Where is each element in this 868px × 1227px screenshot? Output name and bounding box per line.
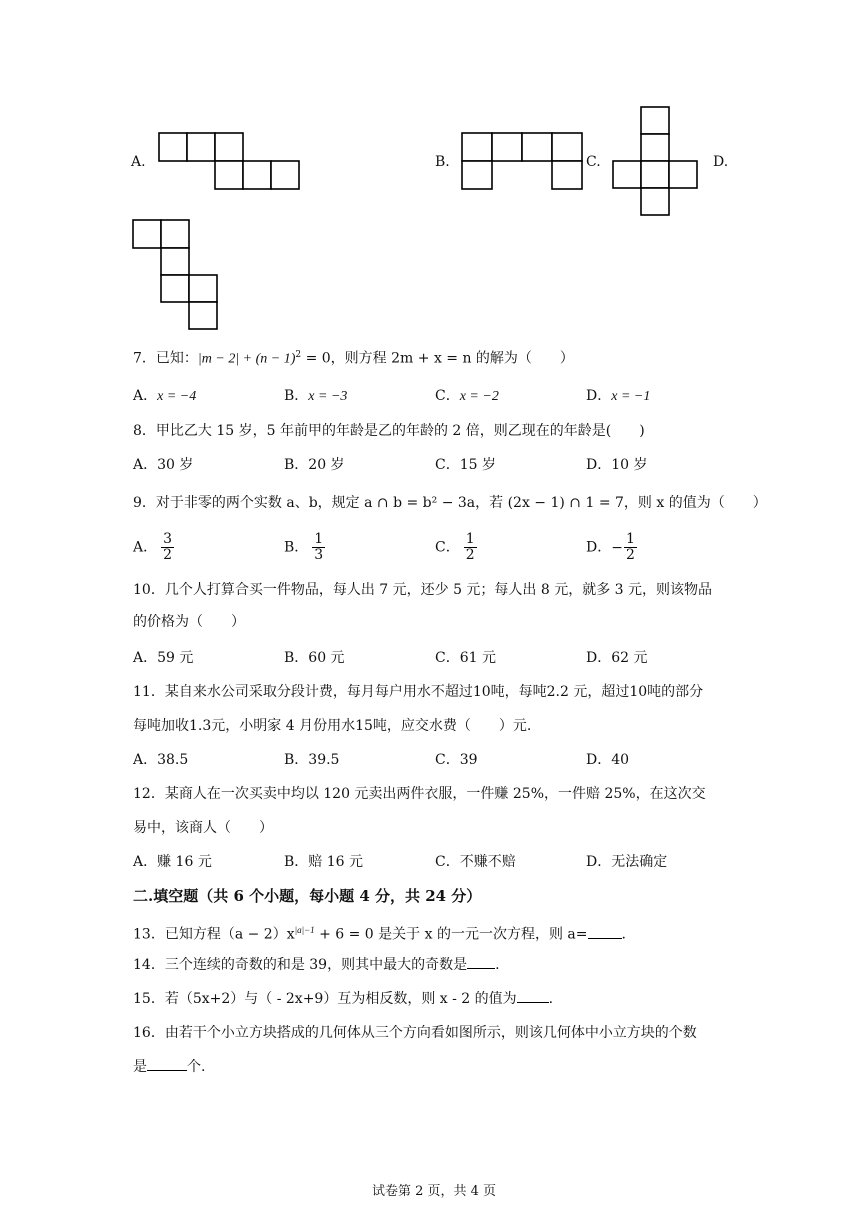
question-11-option-d: D．40 <box>586 752 630 768</box>
question-9-option-d: D． − $\frac{1}{2}$ <box>586 531 635 563</box>
question-15: 15．若（5x+2）与（ - 2x+9）互为相反数，则 x - 2 的值为 . <box>133 991 554 1007</box>
question-9-option-a: A． $\frac{3}{2}$ <box>133 531 173 563</box>
question-9-option-b: B． $\frac{1}{3}$ <box>284 531 324 563</box>
question-9-option-c: C． $\frac{1}{2}$ <box>435 531 475 563</box>
option-a-net-diagram <box>159 133 304 191</box>
page-footer: 试卷第 2 页，共 4 页 <box>371 1184 497 1199</box>
option-c-label: C. <box>586 154 601 170</box>
question-12-option-d: D．无法确定 <box>586 854 668 870</box>
question-16-line-1: 16．由若干个小立方块搭成的几何体从三个方向看如图所示，则该几何体中小立方块的个数 <box>133 1025 697 1041</box>
question-11-option-a: A．38.5 <box>133 752 189 768</box>
question-8-option-c: C．15 岁 <box>435 457 496 473</box>
option-a-label: A. <box>131 154 146 170</box>
option-c-net-diagram <box>613 107 699 217</box>
question-8-stem: 8．甲比乙大 15 岁，5 年前甲的年龄是乙的年龄的 2 倍，则乙现在的年龄是( ) <box>133 423 645 439</box>
question-11-option-c: C．39 <box>435 752 478 768</box>
question-11-stem-line-2: 每吨加收1.3元，小明家 4 月份用水15吨，应交水费（ ）元. <box>133 718 532 734</box>
question-13: 13．已知方程$(a - 2)x^{|a|-1} + 6 = 0$ 是关于 x 的一元一次方程，则 a= . <box>133 925 626 943</box>
question-10-option-d: D．62 元 <box>586 650 648 666</box>
question-7-stem: 7．已知：$|m - 2| + (n - 1)^2 = 0$，则方程 2m + x = n 的解为（ ） <box>133 350 574 367</box>
question-8-option-d: D．10 岁 <box>586 457 648 473</box>
question-8-option-b: B．20 岁 <box>284 457 345 473</box>
question-12-option-b: B．赔 16 元 <box>284 854 364 870</box>
section-2-heading: 二.填空题（共 6 个小题，每小题 4 分，共 24 分） <box>133 887 482 905</box>
question-11-option-b: B．39.5 <box>284 752 340 768</box>
question-14: 14．三个连续的奇数的和是 39，则其中最大的奇数是 . <box>133 957 500 973</box>
question-16-line-2: 是 个. <box>133 1059 206 1075</box>
question-10-option-b: B．60 元 <box>284 650 345 666</box>
question-10-stem-line-1: 10．几个人打算合买一件物品，每人出 7 元，还少 5 元；每人出 8 元，就多 3 元，则该物品 <box>133 582 713 598</box>
question-10-option-a: A．59 元 <box>133 650 194 666</box>
question-7-option-c: C．x = −2 <box>435 388 499 404</box>
option-b-label: B. <box>435 154 450 170</box>
answer-blank[interactable] <box>467 968 495 969</box>
question-12-stem-line-2: 易中，该商人（ ） <box>133 820 273 836</box>
answer-blank[interactable] <box>147 1070 187 1071</box>
question-11-stem-line-1: 11．某自来水公司采取分段计费，每月每户用水不超过10吨，每吨2.2 元，超过10吨的部分 <box>133 684 704 700</box>
option-d-net-diagram <box>133 220 221 332</box>
question-7-option-a: A．x = −4 <box>133 388 197 404</box>
question-8-option-a: A．30 岁 <box>133 457 194 473</box>
question-7-option-b: B．x = −3 <box>284 388 348 404</box>
option-d-label: D. <box>713 154 729 170</box>
question-12-option-c: C．不赚不赔 <box>435 854 516 870</box>
answer-blank[interactable] <box>588 938 622 939</box>
question-10-option-c: C．61 元 <box>435 650 496 666</box>
question-12-stem-line-1: 12．某商人在一次买卖中均以 120 元卖出两件衣服，一件赚 25%，一件赔 25%，在这次交 <box>133 786 706 802</box>
answer-blank[interactable] <box>517 1002 549 1003</box>
option-b-net-diagram <box>462 133 584 191</box>
question-7-option-d: D．x = −1 <box>586 388 651 404</box>
question-10-stem-line-2: 的价格为（ ） <box>133 614 245 630</box>
question-9-stem: 9．对于非零的两个实数 a、b，规定 a ∩ b = b² − 3a，若 (2x − 1) ∩ 1 = 7，则 x 的值为（ ） <box>133 495 767 511</box>
question-12-option-a: A．赚 16 元 <box>133 854 212 870</box>
